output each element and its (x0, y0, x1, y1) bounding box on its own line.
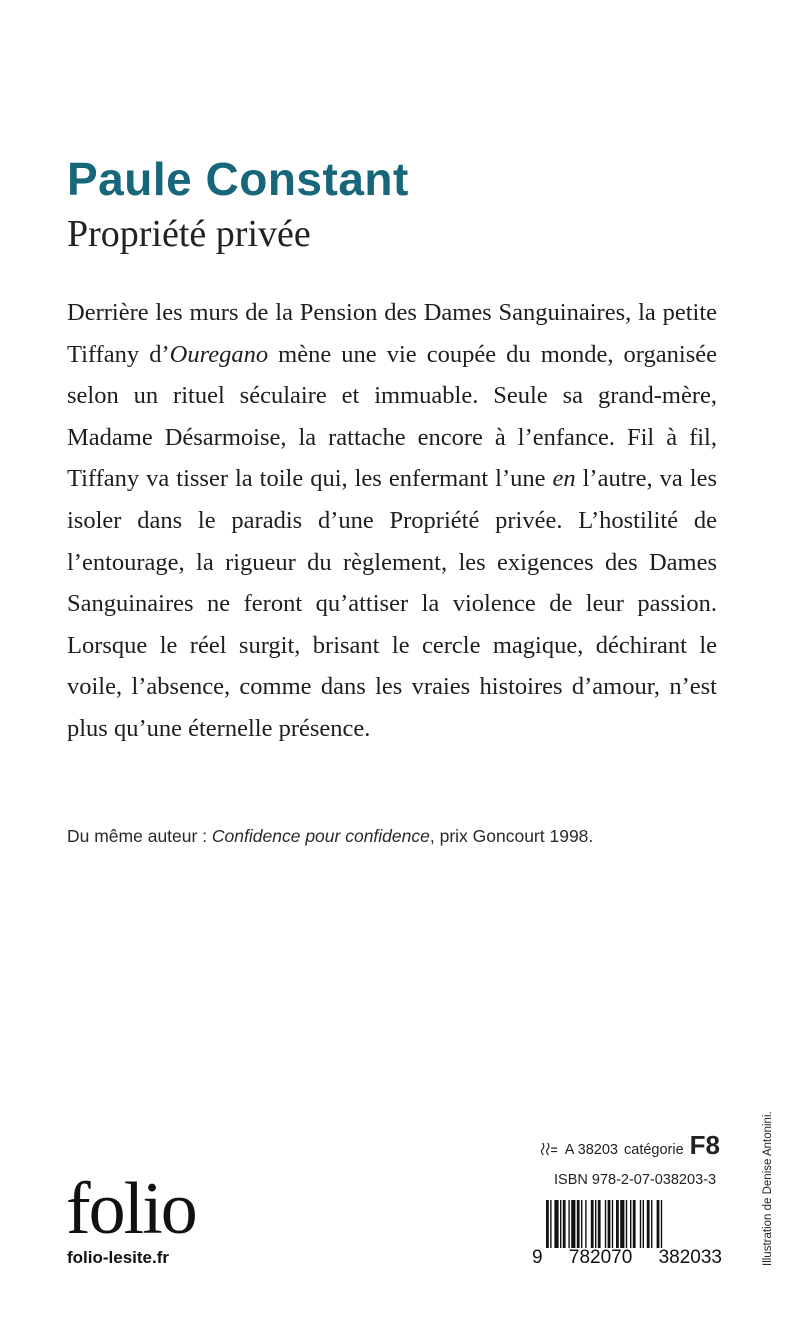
barcode-bar (630, 1200, 631, 1248)
illustration-credit: Illustration de Denise Antonini. (762, 1111, 774, 1266)
barcode-bar (620, 1200, 624, 1248)
blurb-italic-ouregano: Ouregano (169, 340, 269, 368)
blurb-text: mène une vie coupée du monde, organisée selon un rituel séculaire et immuable. Seule sa grand-mère, Madame Désarmoise, la rattache encore à l’enfance. Fil à fil, Tiffany va tisser la toile qui, les enfermant l’une (67, 340, 717, 493)
blurb-paragraph (67, 292, 717, 750)
barcode-bar (643, 1200, 644, 1248)
barcode-digits (532, 1247, 722, 1269)
barcode-bar (608, 1200, 611, 1248)
reference-number: A 38203 (564, 1142, 618, 1158)
barcode-bar (640, 1200, 641, 1248)
barcode-bar (612, 1200, 613, 1248)
isbn: ISBN 978-2-07-038203-3 (554, 1172, 717, 1188)
barcode-bar (571, 1200, 575, 1248)
barcode-bar (585, 1200, 586, 1248)
category-label: catégorie (624, 1142, 684, 1158)
barcode-bar (616, 1200, 619, 1248)
barcode-bar (647, 1200, 650, 1248)
author-name: Paule Constant (67, 153, 409, 205)
catalog-code-line (540, 1132, 720, 1158)
barcode-bar (591, 1200, 594, 1248)
barcode-bar (651, 1200, 652, 1248)
other-works-title: Confidence pour confidence (211, 826, 430, 846)
other-works-suffix: , prix Goncourt 1998. (429, 826, 594, 846)
barcode-bar (595, 1200, 596, 1248)
publisher-website: folio-lesite.fr (67, 1248, 170, 1267)
barcode-bar (546, 1200, 549, 1248)
barcode-bar (581, 1200, 582, 1248)
barcode-bar (563, 1200, 566, 1248)
barcode-bar (577, 1200, 580, 1248)
barcode-digit-group: 9 (532, 1247, 543, 1268)
barcode-digit-group: 782070 (568, 1247, 633, 1268)
barcode (546, 1200, 716, 1248)
barcode-bar (568, 1200, 569, 1248)
barcode-digit-group: 382033 (658, 1247, 722, 1268)
barcode-bar (554, 1200, 558, 1248)
barcode-bar (633, 1200, 636, 1248)
barcode-bar (626, 1200, 627, 1248)
barcode-bar (605, 1200, 606, 1248)
other-works-prefix: Du même auteur : (67, 826, 212, 846)
barcode-bar (550, 1200, 551, 1248)
other-works-note (67, 826, 593, 847)
book-title: Propriété privée (67, 213, 311, 255)
blurb-italic-en: en (552, 465, 576, 493)
barcode-bar (657, 1200, 660, 1248)
barcode-bar (661, 1200, 662, 1248)
price-category: F8 (689, 1130, 720, 1160)
barcode-bar (560, 1200, 561, 1248)
blurb-text: Derrière les murs de la Pension des Dames Sanguinaires, la petite Tiffany d’ (67, 299, 717, 368)
blurb-text: l’autre, va les isoler dans le paradis d’une Propriété privée. L’hostilité de l’entourage, la rigueur du règlement, les exigences des Dames Sanguinaires ne feront qu’attiser la violence de leur passion. Lorsque le réel surgit, brisant le cercle magique, déchirant le voile, l’absence, comme dans les vraies histoires d’amour, n’est plus qu’une éternelle présence. (67, 465, 717, 742)
folio-logo: folio (66, 1168, 196, 1250)
gallimard-glyph-icon (540, 1140, 559, 1158)
back-cover-blurb (67, 292, 717, 750)
barcode-bar (598, 1200, 601, 1248)
